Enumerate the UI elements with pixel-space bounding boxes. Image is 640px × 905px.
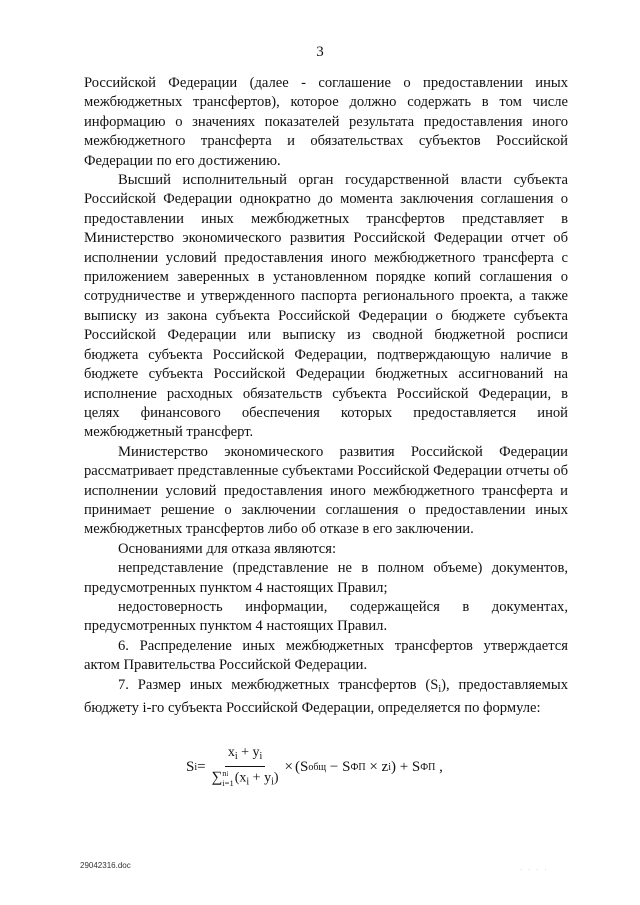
paragraph: Российской Федерации (далее - соглашение о предоставлении иных межбюджетных трансфертов), которое должно содержать в том числе информацию о значениях показателей результата предоставления иного межбюджетного трансферта и обязательствах субъектов Российской Федерации по его достижению. [84,75,568,169]
formula-denominator: ∑ ni i=1 $(x_i + y_i)$ [211,767,279,788]
paragraph: непредставление (представление не в полном объеме) документов, предусмотренных пунктом 4 настоящих Правил; [84,560,568,596]
paragraph-7: 7. Размер иных межбюджетных трансфертов $(S_i)$, предоставляемых бюджету i-го субъекта Российской Федерации, определяется по формуле: [84,676,568,716]
body-text [84,74,568,718]
formula-fraction [209,744,282,791]
formula: S i = $x_i + y_i$ ∑ ni i=1 $(x_i + y_i)$ × (S общ − S ФП × z i ) + S ФП , [186,741,443,793]
paragraph: Министерство экономического развития Российской Федерации рассматривает представленные субъектами Российской Федерации отчеты об исполнении условий предоставления иного межбюджетного трансферта и принимает решение о заключении соглашения о предоставлении иных межбюджетных трансфертов либо об отказе в его заключении. [84,443,568,538]
page-number: 3 [316,44,324,60]
scan-marks: · · · · [520,866,549,874]
paragraph: недостоверность информации, содержащейся в документах, предусмотренных пунктом 4 настоящих Правил. [84,598,568,635]
formula-numerator: $x_i + y_i$ [225,744,265,767]
footer-filename: 29042316.doc [80,861,131,870]
paragraph: 6. Распределение иных межбюджетных трансфертов утверждается актом Правительства Российской Федерации. [84,637,568,674]
paragraph: Высший исполнительный орган государственной власти субъекта Российской Федерации однократно до момента заключения соглашения о предоставлении иных межбюджетных трансфертов представляет в Министерство экономического развития Российской Федерации отчет об исполнении условий предоставления иного межбюджетного трансферта с приложением заверенных в установленном порядке копий соглашения о сотрудничестве и утвержденного паспорта регионального проекта, а также выписку из закона субъекта Российской Федерации о бюджете субъекта Российской Федерации или выписку из сводной бюджетной росписи бюджета субъекта Российской Федерации, подтверждающую наличие в бюджете субъекта Российской Федерации бюджетных ассигнований на исполнение расходных обязательств субъекта Российской Федерации, в целях финансового обеспечения которых предоставляется иной межбюджетный трансферт. [84,172,568,441]
paragraph: Основаниями для отказа являются: [118,540,337,557]
